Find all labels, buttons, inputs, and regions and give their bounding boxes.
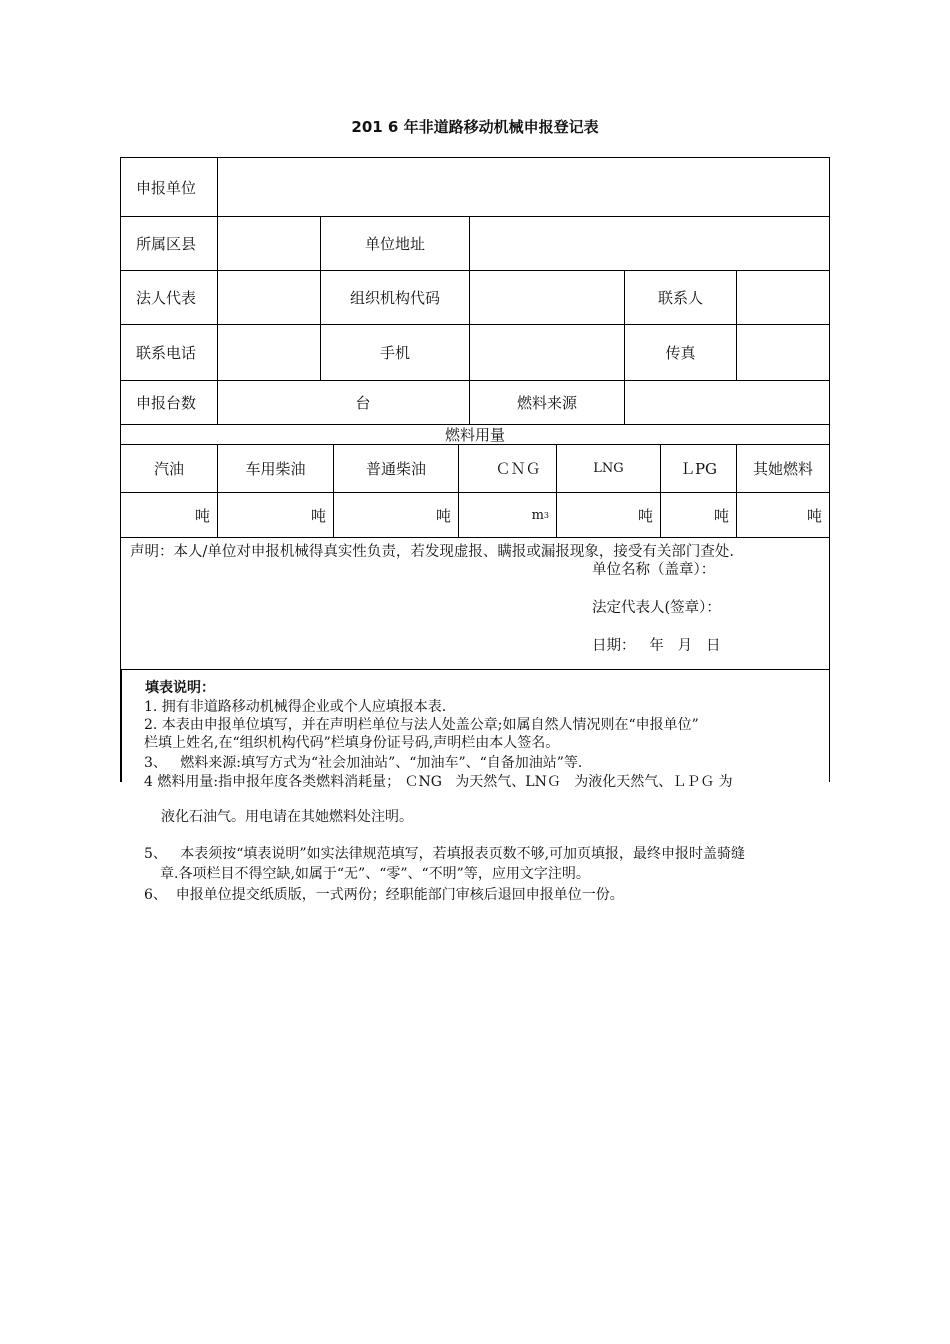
instruction-line: 6、 申报单位提交纸质版，一式两份；经职能部门审核后退回申报单位一份。 [144, 887, 624, 903]
mobile-label: 手机 [379, 344, 410, 362]
fuel-type-cng: ＣＮＧ [495, 460, 541, 478]
applicant-field[interactable] [217, 157, 830, 217]
unit-m3-superscript: 3 [543, 510, 549, 520]
unit-ton: 吨 [194, 506, 210, 525]
legal-rep-label: 法人代表 [136, 289, 197, 307]
fuel-type-lpg: ＬPG [679, 460, 718, 478]
instruction-line: 2. 本表由申报单位填写，并在声明栏单位与法人处盖公章;如属自然人情况则在“申报单位” [144, 717, 699, 733]
instructions-border-right [829, 669, 831, 782]
instruction-line: 1. 拥有非道路移动机械得企业或个人应填报本表. [144, 699, 447, 715]
district-label: 所属区县 [136, 235, 197, 253]
count-unit: 台 [355, 394, 371, 412]
fuel-type-vehicle-diesel: 车用柴油 [245, 460, 306, 478]
unit-cubic-meter [458, 492, 557, 538]
fuel-usage-header: 燃料用量 [444, 426, 505, 444]
instruction-line: 4 燃料用量:指申报年度各类燃料消耗量； ＣNG 为天然气、LNＧ 为液化天然气、ＬＰＧ 为 [144, 774, 733, 790]
fuel-type-gasoline: 汽油 [153, 460, 184, 478]
instructions-title: 填表说明： [145, 680, 215, 696]
form-title: 201 6 年非道路移动机械申报登记表 [351, 118, 599, 136]
address-label: 单位地址 [364, 235, 425, 253]
instructions-border-left [120, 669, 122, 782]
unit-ton: 吨 [637, 506, 653, 525]
fuel-source-field[interactable] [624, 380, 830, 425]
fax-field[interactable] [736, 324, 830, 381]
unit-m: m [531, 507, 544, 523]
phone-label: 联系电话 [136, 344, 197, 362]
unit-ton: 吨 [713, 506, 729, 525]
unit-ton: 吨 [310, 506, 326, 525]
legal-rep-field[interactable] [217, 270, 321, 325]
instruction-line: 5、 本表须按“填表说明”如实法律规范填写，若填报表页数不够,可加页填报，最终申报时盖骑缝 [144, 846, 746, 862]
org-code-field[interactable] [469, 270, 625, 325]
instruction-line: 栏填上姓名,在“组织机构代码”栏填身份证号码,声明栏由本人签名。 [144, 735, 560, 751]
instruction-line: 3、 燃料来源:填写方式为“社会加油站”、“加油车”、“自备加油站”等. [144, 755, 583, 771]
instruction-line: 液化石油气。用电请在其她燃料处注明。 [161, 809, 413, 825]
fax-label: 传真 [665, 344, 696, 362]
contact-label: 联系人 [657, 289, 703, 307]
mobile-field[interactable] [469, 324, 625, 381]
declaration-text: 声明：本人/单位对申报机械得真实性负责，若发现虚报、瞒报或漏报现象，接受有关部门查处. [130, 544, 734, 560]
declaration-date: 日期： 年 月 日 [592, 638, 721, 654]
org-code-label: 组织机构代码 [349, 289, 440, 307]
address-field[interactable] [469, 216, 830, 271]
legal-rep-signature: 法定代表人(签章）： [592, 600, 721, 616]
unit-ton: 吨 [806, 506, 822, 525]
phone-field[interactable] [217, 324, 321, 381]
district-field[interactable] [217, 216, 321, 271]
instruction-line: 章.各项栏目不得空缺,如属于“无”、“零”、“不明”等，应用文字注明。 [160, 866, 590, 882]
fuel-type-lng: LNG [593, 461, 624, 476]
fuel-type-other: 其她燃料 [752, 460, 813, 478]
fuel-type-regular-diesel: 普通柴油 [365, 460, 426, 478]
unit-name-seal: 单位名称（盖章）： [592, 562, 716, 578]
fuel-source-label: 燃料来源 [516, 394, 577, 412]
count-label: 申报台数 [136, 394, 197, 412]
contact-field[interactable] [736, 270, 830, 325]
applicant-label: 申报单位 [136, 178, 197, 197]
unit-ton: 吨 [435, 506, 451, 525]
